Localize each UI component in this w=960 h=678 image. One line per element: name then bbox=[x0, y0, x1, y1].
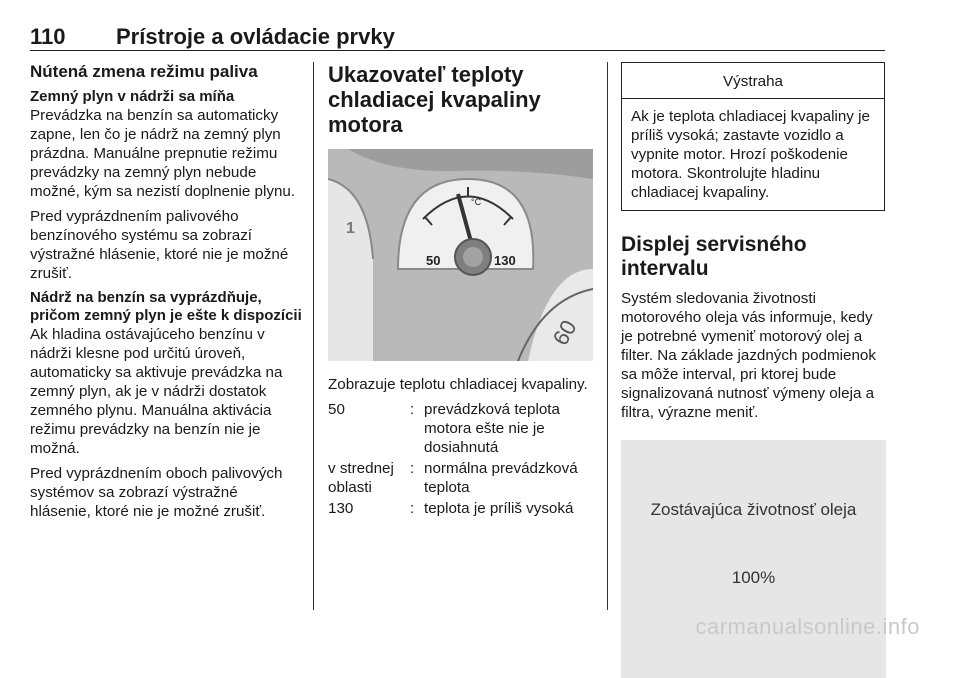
warning-title: Výstraha bbox=[622, 63, 884, 99]
paragraph-service: Systém sledovania životnosti motorového oleja vás informuje, kedy je potrebné vymeniť motorový olej a filter. Na základe jazdných podmienok sa môže interval, pri ktorej bude signalizovaná nutnosť výmeny oleja a filtra, výrazne meniť. bbox=[621, 290, 876, 421]
oil-life-value: 100% bbox=[731, 568, 776, 587]
oil-life-display-image bbox=[621, 440, 886, 678]
coolant-gauge-image bbox=[328, 149, 593, 361]
definition-colon: : bbox=[410, 460, 415, 477]
gauge-right-number: 60 bbox=[547, 315, 582, 350]
column-coolant-gauge bbox=[328, 62, 596, 520]
gauge-left-number: 1 bbox=[346, 220, 355, 237]
definition-description: teplota je príliš vysoká bbox=[424, 500, 574, 517]
section-heading-coolant: Ukazovateľ teploty chladiacej kvapaliny motora bbox=[328, 62, 541, 137]
paragraph-gas-depleting: Prevádzka na benzín sa automaticky zapne, len čo je nádrž na zemný plyn prázdna. Manuálne prepnutie režimu prevádzky na zemný plyn nebude možné, kým sa nezistí doplnenie plynu. bbox=[30, 107, 296, 200]
subheading-petrol-depleting: Nádrž na benzín sa vyprázdňuje, pričom zemný plyn je ešte k dispozícii bbox=[30, 289, 302, 324]
definition-description: prevádzková teplota motora ešte nie je dosiahnutá bbox=[424, 401, 560, 456]
definition-colon: : bbox=[410, 500, 415, 517]
column-fuel-mode bbox=[30, 62, 302, 527]
column-divider-2 bbox=[607, 62, 608, 610]
warning-text: Ak je teplota chladiacej kvapaliny je príliš vysoká; zastavte vozidlo a vypnite motor. Hrozí poškodenie motora. Skontrolujte hladinu chladiacej kvapaliny. bbox=[631, 108, 870, 201]
page-header bbox=[30, 24, 885, 51]
definition-colon: : bbox=[410, 401, 415, 418]
gauge-unit-label: °C bbox=[471, 197, 482, 207]
section-heading-fuel-mode: Nútená zmena režimu paliva bbox=[30, 62, 258, 81]
definition-term: 130 bbox=[328, 500, 354, 517]
definition-term: 50 bbox=[328, 401, 345, 418]
column-divider-1 bbox=[313, 62, 314, 610]
definition-row bbox=[328, 499, 596, 518]
oil-life-label: Zostávajúca životnosť oleja bbox=[650, 500, 857, 519]
warning-box bbox=[621, 62, 885, 211]
paragraph-both-warning: Pred vyprázdnením oboch palivových systémov sa zobrazí výstražné hlásenie, ktoré nie je možné zrušiť. bbox=[30, 465, 283, 520]
coolant-intro: Zobrazuje teplotu chladiacej kvapaliny. bbox=[328, 376, 588, 393]
page-title: Prístroje a ovládacie prvky bbox=[116, 24, 395, 49]
subheading-gas-depleting: Zemný plyn v nádrži sa míňa bbox=[30, 88, 235, 105]
coolant-definition-list bbox=[328, 400, 596, 518]
watermark: carmanualsonline.info bbox=[695, 614, 920, 639]
page-number: 110 bbox=[30, 24, 66, 49]
gauge-high-label: 130 bbox=[494, 253, 516, 268]
definition-term: v strednej oblasti bbox=[328, 460, 394, 496]
definition-row bbox=[328, 459, 596, 497]
gauge-low-label: 50 bbox=[426, 253, 441, 268]
paragraph-petrol-warning: Pred vyprázdnením palivového benzínového systému sa zobrazí výstražné hlásenie, ktoré nie je možné zrušiť. bbox=[30, 208, 289, 282]
definition-description: normálna prevádzková teplota bbox=[424, 460, 578, 496]
section-heading-service: Displej servisného intervalu bbox=[621, 233, 807, 280]
column-service-interval bbox=[621, 62, 886, 678]
definition-row bbox=[328, 400, 596, 457]
paragraph-petrol-depleting: Ak hladina ostávajúceho benzínu v nádrži klesne pod určitú úroveň, automaticky sa aktivuje prevádzka na zemný plyn, ak je v nádrži dostatok zemného plynu. Manuálna aktivácia režimu prevádzky na benzín nie je možná. bbox=[30, 326, 283, 457]
